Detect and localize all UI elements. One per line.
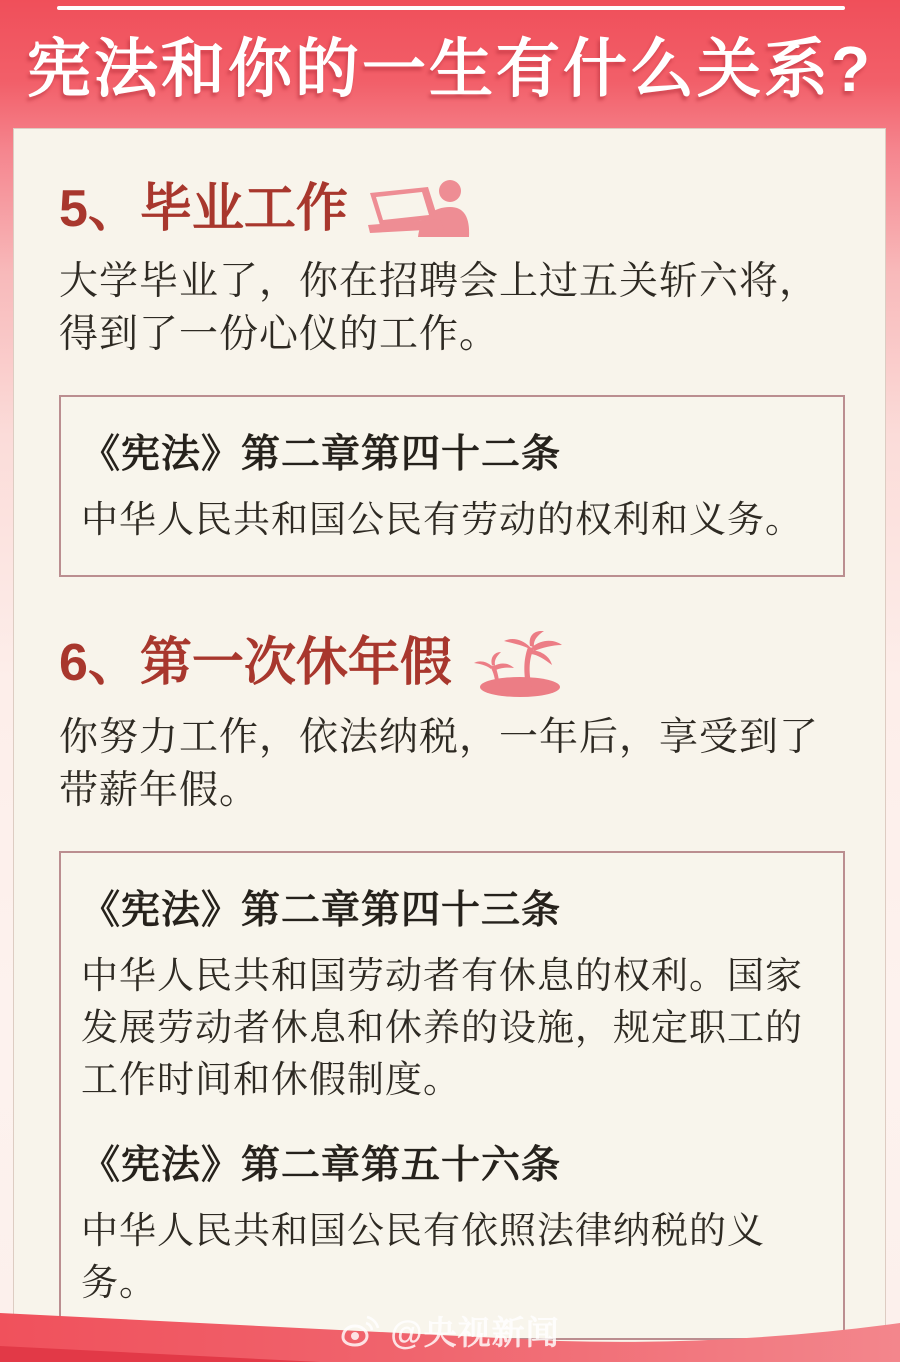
article-text: 中华人民共和国公民有劳动的权利和义务。: [81, 500, 803, 542]
article-text: 中华人民共和国劳动者有休息的权利。国家发展劳动者休息和休养的设施，规定职工的工作时间和休假制度。: [81, 955, 803, 1101]
watermark: [0, 1307, 900, 1354]
article-text: 中华人民共和国公民有依照法律纳税的义务。: [81, 1211, 765, 1305]
palm-island-icon: [470, 631, 566, 697]
constitution-article-box-2: [59, 851, 845, 1340]
section-6-heading: [59, 631, 845, 697]
weibo-icon: [340, 1314, 380, 1348]
content-card: [13, 128, 886, 1362]
section-6-body: 你努力工作，依法纳税，一年后，享受到了带薪年假。: [59, 715, 820, 812]
article-title: 《宪法》第二章第四十三条: [81, 888, 562, 932]
article-title: 《宪法》第二章第五十六条: [81, 1144, 562, 1188]
article-title: 《宪法》第二章第四十二条: [81, 433, 562, 477]
constitution-article-box-1: [59, 395, 845, 577]
poster-title: 宪法和你的一生有什么关系?: [26, 33, 874, 105]
article-block: [81, 423, 819, 547]
person-at-laptop-icon: [366, 179, 470, 241]
article-block: [81, 879, 819, 1106]
section-5-heading: [59, 179, 845, 241]
section-5-heading-label: 5、毕业工作: [59, 180, 348, 239]
watermark-text: @央视新闻: [390, 1314, 560, 1351]
top-divider-line: [57, 6, 845, 10]
section-5-body: 大学毕业了，你在招聘会上过五关斩六将，得到了一份心仪的工作。: [59, 260, 820, 357]
section-6-heading-label: 6、第一次休年假: [59, 633, 452, 692]
